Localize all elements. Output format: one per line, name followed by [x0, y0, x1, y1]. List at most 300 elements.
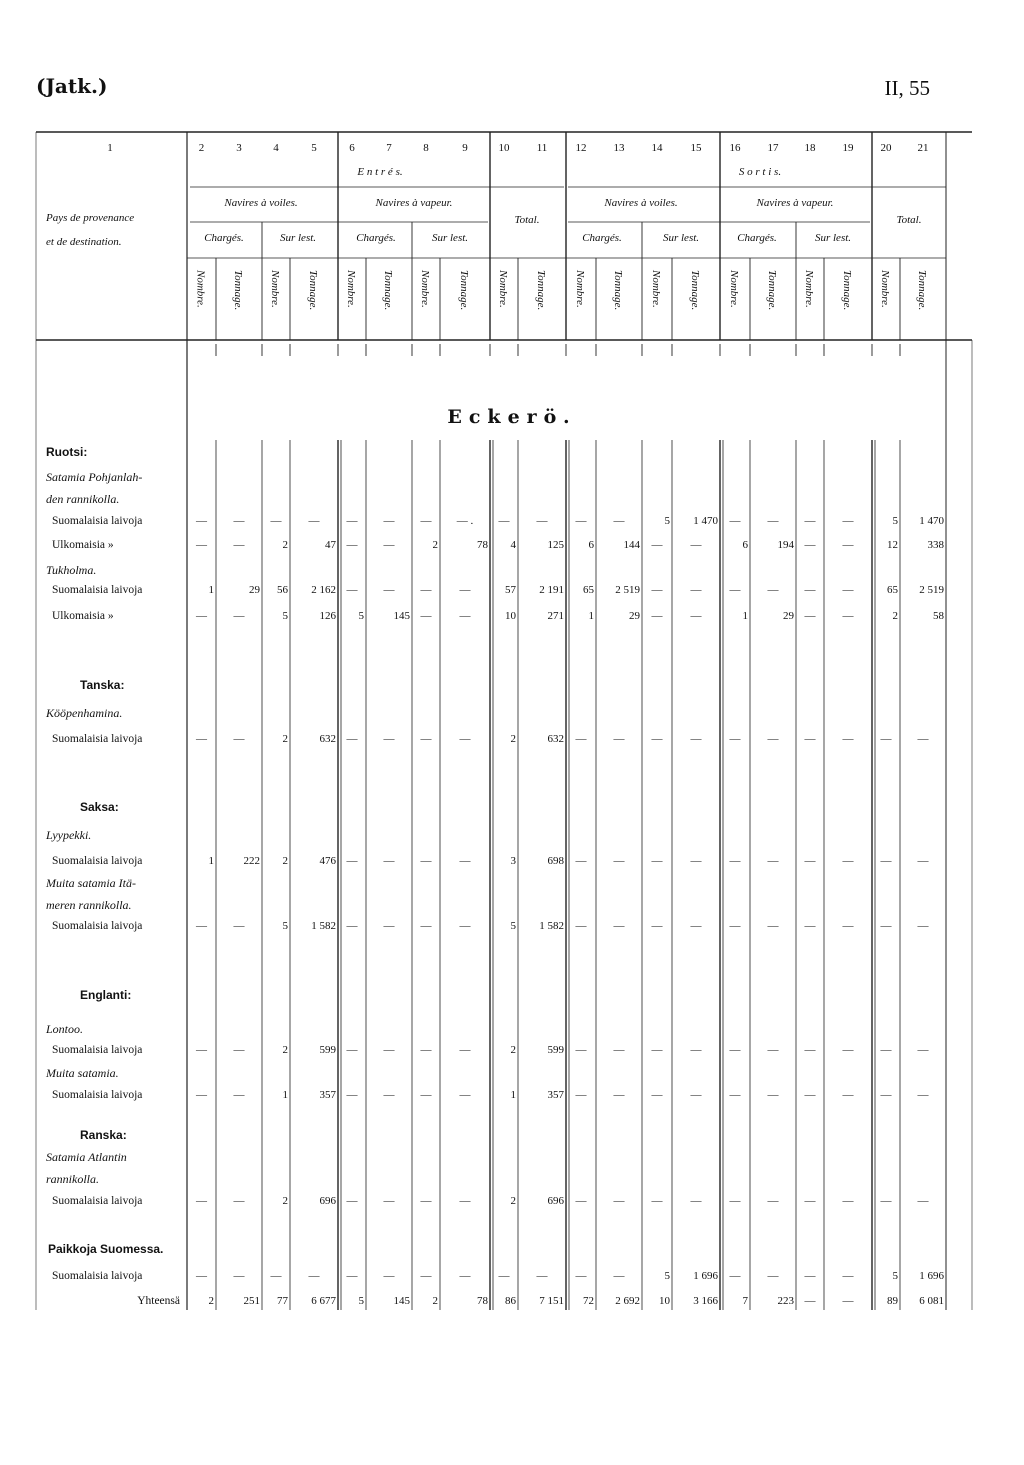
empty-cell: — [196, 610, 207, 622]
empty-cell: — [842, 610, 854, 622]
table-cell: 599 [547, 1044, 564, 1056]
table-cell: 251 [243, 1295, 260, 1307]
column-number: 18 [804, 142, 816, 154]
table-cell: 6 677 [311, 1295, 336, 1307]
empty-cell: — [420, 610, 432, 622]
empty-cell: — [651, 584, 663, 596]
sub-label: Muita satamia Itä- [46, 876, 136, 890]
table-cell: 65 [583, 584, 594, 596]
column-number: 8 [423, 142, 429, 154]
empty-cell: — [420, 1044, 432, 1056]
empty-cell: — [690, 1089, 702, 1101]
empty-cell: — [842, 515, 854, 527]
empty-cell: — [804, 515, 816, 527]
table-cell: 47 [325, 539, 336, 551]
empty-cell: — [196, 1089, 207, 1101]
empty-cell: — [613, 1195, 625, 1207]
empty-cell: — [767, 920, 779, 932]
empty-cell: — [729, 1089, 741, 1101]
entres-vapeur-surlest: Sur lest. [431, 232, 469, 244]
table-cell: 1 [282, 1089, 288, 1101]
empty-cell: — [880, 920, 892, 932]
empty-cell: — [613, 1270, 625, 1282]
empty-cell: — [651, 1089, 663, 1101]
column-number: 1 [107, 142, 113, 154]
table-cell: 2 [282, 1044, 288, 1056]
empty-cell: — [804, 539, 816, 551]
empty-cell: — [383, 1195, 395, 1207]
empty-cell: — [383, 733, 395, 745]
empty-cell: — [804, 1044, 816, 1056]
table-cell: 1 [742, 610, 748, 622]
sortis-label: S o r t i s. [738, 166, 782, 178]
table-cell: 5 [282, 610, 288, 622]
sub-label: Muita satamia. [46, 1066, 119, 1080]
empty-cell: — [690, 610, 702, 622]
table-cell: 338 [927, 539, 944, 551]
empty-cell: — [767, 584, 779, 596]
empty-cell: — [196, 539, 207, 551]
table-cell: 698 [547, 855, 564, 867]
empty-cell: — [804, 584, 816, 596]
empty-cell: — [196, 1195, 207, 1207]
empty-cell: — [383, 515, 395, 527]
empty-cell: — [196, 733, 207, 745]
empty-cell: — [383, 1089, 395, 1101]
table-cell: 78 [477, 1295, 488, 1307]
table-cell: 357 [547, 1089, 564, 1101]
empty-cell: — [613, 733, 625, 745]
table-cell: 357 [319, 1089, 336, 1101]
row-label: Suomalaisia laivoja [52, 515, 143, 527]
table-cell: 696 [319, 1195, 336, 1207]
empty-cell: — [804, 1195, 816, 1207]
empty-cell: — [575, 733, 587, 745]
column-number: 7 [386, 142, 392, 154]
sub-label: Tukholma. [46, 563, 97, 577]
table-cell: 29 [629, 610, 640, 622]
empty-cell: — [651, 610, 663, 622]
nombre-subheader: Nombre. [345, 270, 357, 308]
table-cell: 5 [358, 1295, 364, 1307]
empty-cell: — [575, 1089, 587, 1101]
table-cell: 29 [783, 610, 794, 622]
table-cell: 2 [432, 1295, 438, 1307]
empty-cell: — [196, 515, 207, 527]
table-cell: 2 519 [615, 584, 640, 596]
sub-label: den rannikolla. [46, 492, 120, 506]
empty-cell: — [459, 920, 471, 932]
empty-cell: — [804, 733, 816, 745]
row-label: Suomalaisia laivoja [52, 1089, 143, 1101]
empty-cell: — [767, 1195, 779, 1207]
empty-cell: — [690, 584, 702, 596]
total-row-label: Yhteensä [137, 1295, 180, 1307]
table-cell: 271 [547, 610, 564, 622]
sortis-vapeur-surlest: Sur lest. [814, 232, 852, 244]
table-cell: 2 692 [615, 1295, 640, 1307]
empty-cell: — [383, 584, 395, 596]
table-cell: 145 [393, 610, 410, 622]
tonnage-subheader: Tonnage. [612, 270, 624, 311]
empty-cell: — [804, 855, 816, 867]
empty-cell: — [459, 584, 471, 596]
empty-cell: — [880, 1195, 892, 1207]
empty-cell: — [233, 1089, 245, 1101]
column-number: 9 [462, 142, 468, 154]
table-cell: 5 [892, 515, 898, 527]
table-cell: 1 [588, 610, 594, 622]
empty-cell: — [651, 920, 663, 932]
table-cell: 7 151 [539, 1295, 564, 1307]
nombre-subheader: Nombre. [419, 270, 431, 308]
empty-cell: — [842, 584, 854, 596]
nombre-subheader: Nombre. [650, 270, 662, 308]
empty-cell: — [767, 1044, 779, 1056]
empty-cell: — [383, 920, 395, 932]
nombre-subheader: Nombre. [728, 270, 740, 308]
table-cell: 5 [510, 920, 516, 932]
tonnage-subheader: Tonnage. [307, 270, 319, 311]
empty-cell: — [346, 855, 358, 867]
tonnage-subheader: Tonnage. [916, 270, 928, 311]
section-title: Eckerö. [447, 406, 577, 428]
empty-cell: — [690, 1195, 702, 1207]
empty-cell: — [729, 855, 741, 867]
empty-cell: — [880, 1044, 892, 1056]
table-cell: 5 [282, 920, 288, 932]
column-number: 20 [880, 142, 892, 154]
empty-cell: — [346, 1195, 358, 1207]
destination-label: et de destination. [46, 236, 122, 248]
table-cell: 2 [282, 1195, 288, 1207]
sortis-vapeur-charges: Chargés. [737, 232, 777, 244]
table-cell: 7 [742, 1295, 748, 1307]
tonnage-subheader: Tonnage. [841, 270, 853, 311]
tonnage-subheader: Tonnage. [458, 270, 470, 311]
column-number: 15 [690, 142, 702, 154]
entres-voiles-label: Navires à voiles. [224, 197, 298, 209]
table-cell: 3 [510, 855, 516, 867]
continued-label: (Jatk.) [36, 74, 108, 98]
table-cell: 222 [243, 855, 260, 867]
empty-cell: — [767, 1270, 779, 1282]
empty-cell: — [346, 515, 358, 527]
row-label: Suomalaisia laivoja [52, 1044, 143, 1056]
empty-cell: — [459, 1044, 471, 1056]
empty-cell: — [729, 1044, 741, 1056]
empty-cell: — [575, 920, 587, 932]
empty-cell: — [270, 1270, 282, 1282]
section-label: Paikkoja Suomessa. [48, 1242, 164, 1256]
row-label: Suomalaisia laivoja [52, 920, 143, 932]
empty-cell: — [459, 610, 471, 622]
table-cell: 1 696 [919, 1270, 944, 1282]
sub-label: Satamia Atlantin [46, 1150, 127, 1164]
empty-cell: — [804, 1089, 816, 1101]
column-number: 11 [536, 142, 548, 154]
empty-cell: — [346, 733, 358, 745]
empty-cell: — [842, 1089, 854, 1101]
empty-cell: — [383, 1270, 395, 1282]
table-cell: 77 [277, 1295, 288, 1307]
table-cell: 2 [510, 1195, 516, 1207]
empty-cell: — [842, 539, 854, 551]
table-cell: 125 [547, 539, 564, 551]
empty-cell: — [498, 515, 510, 527]
entres-total-label: Total. [514, 214, 540, 226]
empty-cell: — [383, 1044, 395, 1056]
row-label: Suomalaisia laivoja [52, 584, 143, 596]
empty-cell: — . [456, 515, 474, 527]
entres-voiles-surlest: Sur lest. [279, 232, 317, 244]
empty-cell: — [233, 733, 245, 745]
table-cell: 58 [933, 610, 944, 622]
empty-cell: — [804, 1270, 816, 1282]
empty-cell: — [308, 1270, 320, 1282]
empty-cell: — [651, 1195, 663, 1207]
section-label: Saksa: [80, 800, 119, 814]
tonnage-subheader: Tonnage. [232, 270, 244, 311]
table-cell: 86 [505, 1295, 516, 1307]
row-label: Suomalaisia laivoja [52, 1270, 143, 1282]
table-cell: 6 [588, 539, 594, 551]
empty-cell: — [233, 1270, 245, 1282]
row-label: Suomalaisia laivoja [52, 1195, 143, 1207]
empty-cell: — [233, 1044, 245, 1056]
row-label: Ulkomaisia » [52, 610, 114, 622]
sortis-voiles-surlest: Sur lest. [662, 232, 700, 244]
empty-cell: — [842, 1195, 854, 1207]
table-cell: 2 519 [919, 584, 944, 596]
empty-cell: — [346, 584, 358, 596]
column-number: 13 [613, 142, 625, 154]
empty-cell: — [459, 1270, 471, 1282]
section-label: Tanska: [80, 678, 125, 692]
empty-cell: — [420, 1270, 432, 1282]
table-cell: 72 [583, 1295, 594, 1307]
table-cell: 5 [664, 1270, 670, 1282]
empty-cell: — [420, 855, 432, 867]
empty-cell: — [804, 1295, 816, 1307]
table-cell: 1 470 [919, 515, 944, 527]
empty-cell: — [613, 1044, 625, 1056]
empty-cell: — [880, 1089, 892, 1101]
table-cell: 144 [623, 539, 640, 551]
empty-cell: — [459, 1089, 471, 1101]
empty-cell: — [804, 610, 816, 622]
empty-cell: — [459, 1195, 471, 1207]
row-label: Suomalaisia laivoja [52, 733, 143, 745]
empty-cell: — [767, 1089, 779, 1101]
table-cell: 2 [282, 855, 288, 867]
table-cell: 145 [393, 1295, 410, 1307]
table-cell: 5 [358, 610, 364, 622]
empty-cell: — [498, 1270, 510, 1282]
sub-label: Satamia Pohjanlah- [46, 470, 143, 484]
empty-cell: — [420, 920, 432, 932]
column-number: 10 [498, 142, 510, 154]
empty-cell: — [233, 539, 245, 551]
column-number: 4 [273, 142, 279, 154]
empty-cell: — [270, 515, 282, 527]
column-number: 2 [198, 142, 205, 154]
empty-cell: — [613, 515, 625, 527]
empty-cell: — [842, 920, 854, 932]
empty-cell: — [420, 1195, 432, 1207]
empty-cell: — [690, 733, 702, 745]
table-cell: 1 582 [311, 920, 336, 932]
empty-cell: — [690, 1044, 702, 1056]
nombre-subheader: Nombre. [574, 270, 586, 308]
empty-cell: — [383, 539, 395, 551]
empty-cell: — [613, 920, 625, 932]
entres-voiles-charges: Chargés. [204, 232, 244, 244]
nombre-subheader: Nombre. [269, 270, 281, 308]
sortis-total-label: Total. [896, 214, 922, 226]
empty-cell: — [842, 1270, 854, 1282]
empty-cell: — [917, 855, 929, 867]
column-number: 19 [842, 142, 854, 154]
empty-cell: — [196, 1044, 207, 1056]
table-cell: 1 [208, 584, 214, 596]
table-cell: 2 [892, 610, 898, 622]
empty-cell: — [729, 920, 741, 932]
table-cell: 2 191 [539, 584, 564, 596]
empty-cell: — [575, 515, 587, 527]
sortis-voiles-label: Navires à voiles. [604, 197, 678, 209]
empty-cell: — [420, 733, 432, 745]
empty-cell: — [917, 733, 929, 745]
row-label: Ulkomaisia » [52, 539, 114, 551]
empty-cell: — [536, 1270, 548, 1282]
table-cell: 2 [282, 539, 288, 551]
nombre-subheader: Nombre. [194, 270, 207, 308]
empty-cell: — [804, 920, 816, 932]
empty-cell: — [308, 515, 320, 527]
table-cell: 223 [777, 1295, 794, 1307]
sub-label: Kööpenhamina. [46, 706, 123, 720]
empty-cell: — [346, 539, 358, 551]
empty-cell: — [917, 1195, 929, 1207]
table-cell: 476 [319, 855, 336, 867]
empty-cell: — [575, 1044, 587, 1056]
sub-label: Lyypekki. [46, 828, 92, 842]
section-label: Ranska: [80, 1128, 127, 1142]
empty-cell: — [729, 584, 741, 596]
table-cell: 2 [510, 1044, 516, 1056]
empty-cell: — [383, 855, 395, 867]
pays-label: Pays de provenance [46, 212, 135, 224]
empty-cell: — [575, 855, 587, 867]
nombre-subheader: Nombre. [879, 270, 891, 308]
empty-cell: — [233, 1195, 245, 1207]
sortis-vapeur-label: Navires à vapeur. [756, 197, 834, 209]
table-cell: 632 [319, 733, 336, 745]
empty-cell: — [842, 1295, 854, 1307]
empty-cell: — [420, 1089, 432, 1101]
empty-cell: — [917, 1089, 929, 1101]
table-cell: 632 [547, 733, 564, 745]
entres-vapeur-charges: Chargés. [356, 232, 396, 244]
table-cell: 2 [208, 1295, 214, 1307]
table-cell: 2 [432, 539, 438, 551]
column-number: 3 [236, 142, 242, 154]
table-cell: 696 [547, 1195, 564, 1207]
page-number: II, 55 [884, 76, 930, 100]
table-cell: 56 [277, 584, 288, 596]
empty-cell: — [880, 733, 892, 745]
empty-cell: — [690, 855, 702, 867]
empty-cell: — [767, 733, 779, 745]
empty-cell: — [346, 920, 358, 932]
empty-cell: — [233, 610, 245, 622]
empty-cell: — [613, 1089, 625, 1101]
column-number: 6 [349, 142, 355, 154]
empty-cell: — [729, 1270, 741, 1282]
empty-cell: — [459, 855, 471, 867]
empty-cell: — [459, 733, 471, 745]
empty-cell: — [233, 515, 245, 527]
empty-cell: — [729, 1195, 741, 1207]
empty-cell: — [613, 855, 625, 867]
empty-cell: — [767, 515, 779, 527]
column-number: 5 [311, 142, 317, 154]
table-cell: 4 [510, 539, 516, 551]
column-number: 12 [575, 142, 587, 154]
empty-cell: — [690, 539, 702, 551]
table-cell: 6 [742, 539, 748, 551]
table-cell: 3 166 [693, 1295, 718, 1307]
table-cell: 1 470 [693, 515, 718, 527]
sub-label: meren rannikolla. [46, 898, 132, 912]
table-cell: 12 [887, 539, 898, 551]
table-cell: 10 [659, 1295, 670, 1307]
empty-cell: — [575, 1270, 587, 1282]
table-cell: 6 081 [919, 1295, 944, 1307]
empty-cell: — [536, 515, 548, 527]
table-cell: 2 [282, 733, 288, 745]
empty-cell: — [651, 539, 663, 551]
tonnage-subheader: Tonnage. [766, 270, 778, 311]
empty-cell: — [233, 920, 245, 932]
table-cell: 57 [505, 584, 516, 596]
table-cell: 194 [777, 539, 794, 551]
empty-cell: — [575, 1195, 587, 1207]
empty-cell: — [651, 733, 663, 745]
empty-cell: — [842, 1044, 854, 1056]
sub-label: rannikolla. [46, 1172, 99, 1186]
tonnage-subheader: Tonnage. [689, 270, 701, 311]
table-cell: 599 [319, 1044, 336, 1056]
empty-cell: — [767, 855, 779, 867]
empty-cell: — [346, 1089, 358, 1101]
table-cell: 5 [664, 515, 670, 527]
column-number: 14 [651, 142, 663, 154]
nombre-subheader: Nombre. [497, 270, 509, 308]
section-label: Englanti: [80, 988, 132, 1002]
column-number: 21 [917, 142, 929, 154]
table-cell: 126 [319, 610, 336, 622]
table-cell: 89 [887, 1295, 898, 1307]
empty-cell: — [196, 920, 207, 932]
section-label: Ruotsi: [46, 445, 88, 459]
empty-cell: — [651, 1044, 663, 1056]
empty-cell: — [880, 855, 892, 867]
empty-cell: — [842, 733, 854, 745]
table-cell: 78 [477, 539, 488, 551]
empty-cell: — [729, 515, 741, 527]
